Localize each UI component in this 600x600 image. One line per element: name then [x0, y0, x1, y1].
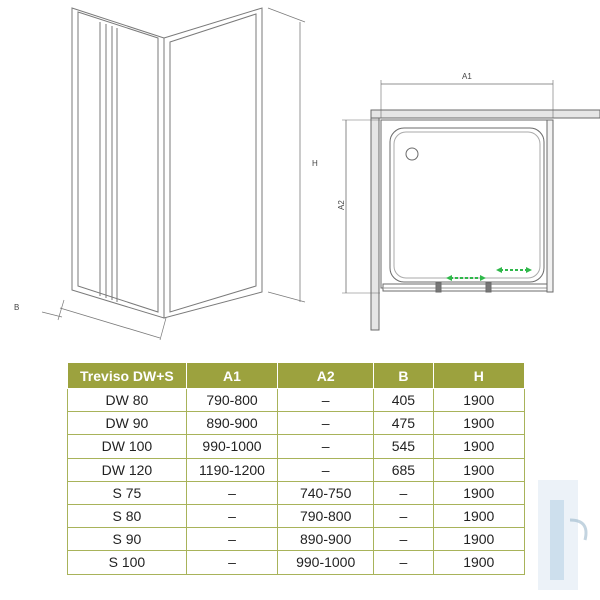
cell-model: DW 80: [68, 389, 187, 412]
cell-a2: 990-1000: [278, 551, 374, 574]
shower-tray-outer: [381, 120, 553, 288]
cell-b: 685: [374, 458, 433, 481]
table-row: [68, 389, 525, 412]
cell-model: S 80: [68, 504, 187, 527]
cell-a2: 790-800: [278, 504, 374, 527]
cell-b: –: [374, 551, 433, 574]
cell-model: S 100: [68, 551, 187, 574]
cell-b: 545: [374, 435, 433, 458]
cell-a1: 890-900: [186, 412, 277, 435]
label-b: B: [14, 303, 20, 312]
shower-tray-inner: [390, 128, 544, 282]
cell-b: 475: [374, 412, 433, 435]
wall-top: [371, 110, 600, 118]
header-a2: A2: [278, 363, 374, 389]
cell-a1: –: [186, 551, 277, 574]
cell-b: 405: [374, 389, 433, 412]
dimensions-table: [67, 362, 525, 575]
cell-a2: –: [278, 412, 374, 435]
cell-h: 1900: [433, 551, 524, 574]
table-header-row: [68, 363, 525, 389]
cell-h: 1900: [433, 528, 524, 551]
header-model: Treviso DW+S: [68, 363, 187, 389]
cell-model: DW 100: [68, 435, 187, 458]
cell-h: 1900: [433, 412, 524, 435]
table-row: [68, 504, 525, 527]
cell-a2: 890-900: [278, 528, 374, 551]
label-h: H: [312, 159, 318, 168]
cell-a1: 1190-1200: [186, 458, 277, 481]
table-row: [68, 551, 525, 574]
wall-left: [371, 110, 379, 330]
label-a1: A1: [462, 72, 472, 81]
cell-model: S 75: [68, 481, 187, 504]
cell-a1: 790-800: [186, 389, 277, 412]
header-a1: A1: [186, 363, 277, 389]
cell-b: –: [374, 481, 433, 504]
table-row: [68, 458, 525, 481]
table-row: [68, 412, 525, 435]
cell-a1: 990-1000: [186, 435, 277, 458]
cell-b: –: [374, 528, 433, 551]
cell-h: 1900: [433, 389, 524, 412]
cell-h: 1900: [433, 481, 524, 504]
cell-h: 1900: [433, 504, 524, 527]
cell-a2: –: [278, 389, 374, 412]
table-row: [68, 435, 525, 458]
cell-b: –: [374, 504, 433, 527]
cell-a2: –: [278, 435, 374, 458]
cell-h: 1900: [433, 458, 524, 481]
cell-a1: –: [186, 481, 277, 504]
cell-a2: –: [278, 458, 374, 481]
cell-model: DW 120: [68, 458, 187, 481]
drain-icon: [406, 148, 418, 160]
cell-h: 1900: [433, 435, 524, 458]
header-b: B: [374, 363, 433, 389]
label-a2: A2: [337, 200, 346, 210]
cell-a1: –: [186, 528, 277, 551]
watermark-logo: [530, 480, 600, 595]
cell-model: S 90: [68, 528, 187, 551]
table-row: [68, 528, 525, 551]
cell-a1: –: [186, 504, 277, 527]
cell-a2: 740-750: [278, 481, 374, 504]
table-row: [68, 481, 525, 504]
header-h: H: [433, 363, 524, 389]
cell-model: DW 90: [68, 412, 187, 435]
